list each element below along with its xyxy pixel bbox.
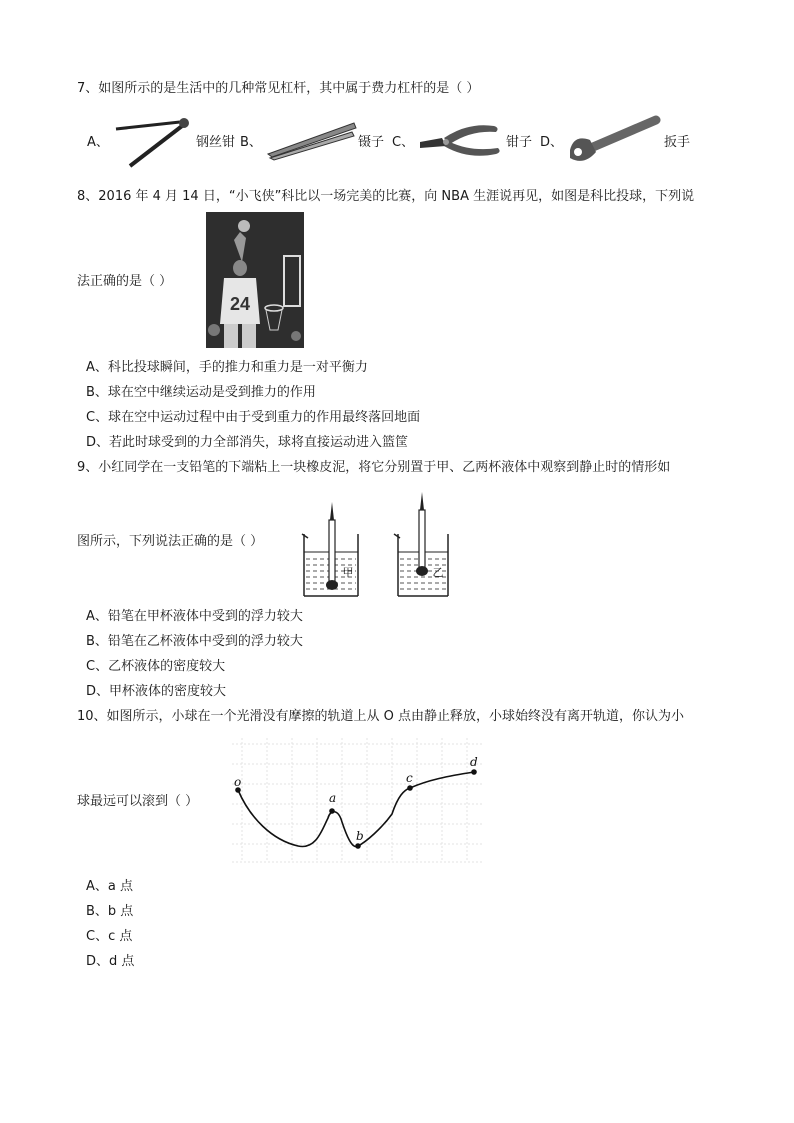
track-diagram — [232, 738, 484, 864]
q7-option-c-label: 钳子 — [506, 135, 533, 150]
q9-option-a: A、铅笔在甲杯液体中受到的浮力较大 — [86, 609, 303, 624]
q10-option-a: A、a 点 — [86, 879, 133, 894]
kobe-shooting-photo — [206, 212, 304, 348]
q7-option-b-letter: B、 — [240, 135, 262, 150]
point-d-label: d — [470, 755, 478, 769]
point-a-label: a — [329, 791, 337, 805]
q7-option-a-letter: A、 — [87, 135, 109, 150]
q8-option-b: B、球在空中继续运动是受到推力的作用 — [86, 385, 316, 400]
point-b-label: b — [356, 829, 364, 843]
beaker-yi-label: 乙 — [432, 566, 444, 579]
q7-option-d-label: 扳手 — [664, 135, 691, 150]
q9-option-b: B、铅笔在乙杯液体中受到的浮力较大 — [86, 634, 303, 649]
q8-option-a: A、科比投球瞬间，手的推力和重力是一对平衡力 — [86, 360, 368, 375]
q7-option-d-letter: D、 — [540, 135, 564, 150]
q7-option-b-label: 镊子 — [358, 135, 385, 150]
q7-option-a-label: 钢丝钳 — [196, 135, 236, 150]
point-o-label: o — [234, 775, 242, 789]
q9-option-d: D、甲杯液体的密度较大 — [86, 684, 227, 699]
beaker-jia-diagram — [302, 502, 362, 598]
q10-option-b: B、b 点 — [86, 904, 134, 919]
q7-stem: 7、如图所示的是生活中的几种常见杠杆，其中属于费力杠杆的是（ ） — [77, 81, 480, 96]
tweezers-illustration — [266, 120, 358, 160]
wrench-illustration — [564, 112, 664, 166]
q10-option-d: D、d 点 — [86, 954, 135, 969]
q9-stem: 9、小红同学在一支铅笔的下端粘上一块橡皮泥，将它分别置于甲、乙两杯液体中观察到静止时的情形如 — [77, 460, 671, 475]
q8-stem-continued: 法正确的是（ ） — [77, 274, 173, 289]
q8-stem: 8、2016 年 4 月 14 日，“小飞侠”科比以一场完美的比赛，向 NBA 生涯说再见，如图是科比投球，下列说 — [77, 189, 695, 204]
q8-option-c: C、球在空中运动过程中由于受到重力的作用最终落回地面 — [86, 410, 421, 425]
jersey-number: 24 — [229, 294, 251, 314]
beaker-yi-diagram — [392, 492, 452, 598]
q8-option-d: D、若此时球受到的力全部消失，球将直接运动进入篮筐 — [86, 435, 409, 450]
q7-option-c-letter: C、 — [392, 135, 415, 150]
q10-stem: 10、如图所示，小球在一个光滑没有摩擦的轨道上从 O 点由静止释放，小球始终没有离开轨道，你认为小 — [77, 709, 685, 724]
wire-cutter-illustration — [110, 114, 192, 170]
q9-stem-continued: 图所示，下列说法正确的是（ ） — [77, 534, 264, 549]
beaker-jia-label: 甲 — [342, 566, 354, 579]
q10-stem-continued: 球最远可以滚到（ ） — [77, 794, 199, 809]
q9-option-c: C、乙杯液体的密度较大 — [86, 659, 226, 674]
pliers-illustration — [416, 120, 504, 162]
point-c-label: c — [406, 771, 413, 785]
q10-option-c: C、c 点 — [86, 929, 133, 944]
